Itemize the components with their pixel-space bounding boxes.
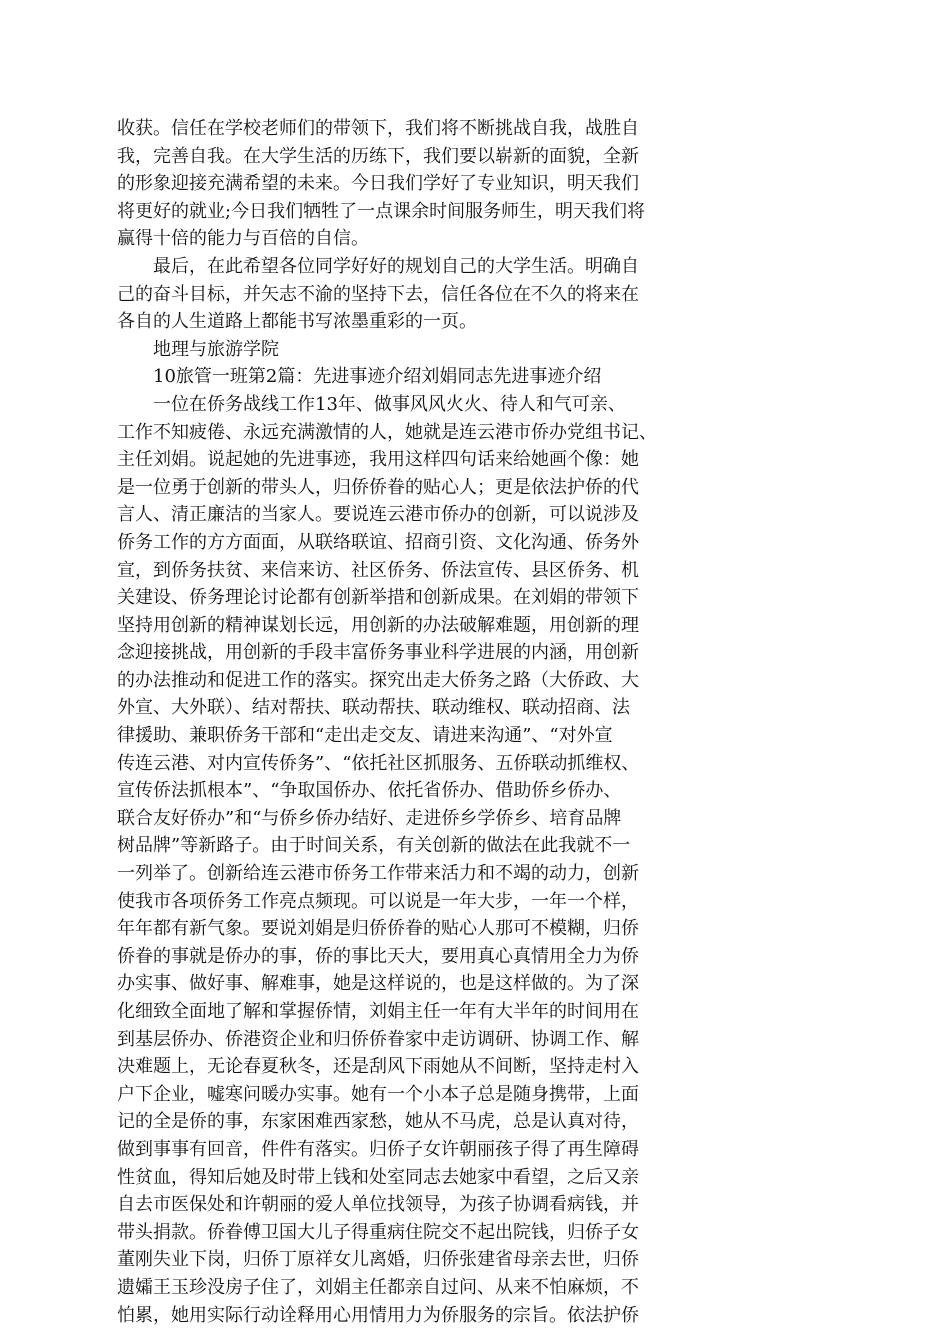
document-body (117, 115, 837, 1329)
text-line: 言人、清正廉洁的当家人。要说连云港市侨办的创新，可以说涉及 (117, 504, 639, 526)
text-line: 到基层侨办、侨港资企业和归侨侨眷家中走访调研、协调工作、解 (117, 1028, 639, 1050)
text-line: 宣，到侨务扶贫、来信来访、社区侨务、侨法宣传、县区侨务、机 (117, 559, 639, 581)
text-line: 律援助、兼职侨务干部和“走出走交友、请进来沟通”、“对外宣 (117, 725, 613, 747)
text-line: 的办法推动和促进工作的落实。探究出走大侨务之路（大侨政、大 (117, 669, 639, 691)
text-line: 自去市医保处和许朝丽的爱人单位找领导，为孩子协调看病钱，并 (117, 1194, 639, 1216)
text-line: 坚持用创新的精神谋划长远，用创新的办法破解难题，用创新的理 (117, 614, 639, 636)
text-line: 董刚失业下岗，归侨丁原祥女儿离婚，归侨张建省母亲去世，归侨 (117, 1249, 639, 1271)
text-line: 的形象迎接充满希望的未来。今日我们学好了专业知识，明天我们 (117, 173, 639, 195)
text-line: 我，完善自我。在大学生活的历练下，我们要以崭新的面貌，全新 (117, 145, 639, 167)
text-line: 化细致全面地了解和掌握侨情，刘娟主任一年有大半年的时间用在 (117, 1001, 639, 1022)
text-line: 联合友好侨办”和“与侨乡侨办结好、走进侨乡学侨乡、培育品牌 (117, 807, 622, 829)
text-line: 念迎接挑战，用创新的手段丰富侨务事业科学进展的内涵，用创新 (117, 642, 639, 664)
text-line: 收获。信任在学校老师们的带领下，我们将不断挑战自我，战胜自 (117, 118, 639, 139)
text-line: 外宣、大外联）、结对帮扶、联动帮扶、联动维权、联动招商、法 (117, 697, 630, 719)
text-line: 带头捐款。侨眷傅卫国大儿子得重病住院交不起出院钱，归侨子女 (117, 1221, 639, 1243)
text-line: 侨眷的事就是侨办的事，侨的事比天大，要用真心真情用全力为侨 (117, 945, 639, 967)
text-line: 侨务工作的方方面面，从联络联谊、招商引资、文化沟通、侨务外 (117, 531, 639, 553)
text-line: 户下企业，嘘寒问暖办实事。她有一个小本子总是随身携带，上面 (117, 1083, 639, 1105)
text-line: 将更好的就业;今日我们牺牲了一点课余时间服务师生，明天我们将 (117, 200, 646, 222)
text-line: 一位在侨务战线工作13年、做事风风火火、待人和气可亲、 (153, 393, 626, 415)
text-line: 10旅管一班第2篇：先进事迹介绍刘娟同志先进事迹介绍 (153, 366, 602, 388)
text-line: 遗孀王玉珍没房子住了，刘娟主任都亲自过问、从来不怕麻烦，不 (117, 1276, 639, 1298)
text-line: 怕累，她用实际行动诠释用心用情用力为侨服务的宗旨。依法护侨 (117, 1304, 639, 1326)
text-line: 传连云港、对内宣传侨务”、“依托社区抓服务、五侨联动抓维权、 (117, 752, 640, 774)
text-line: 树品牌”等新路子。由于时间关系，有关创新的做法在此我就不一 (117, 835, 631, 857)
text-line: 做到事事有回音，件件有落实。归侨子女许朝丽孩子得了再生障碍 (117, 1138, 639, 1160)
text-line: 宣传侨法抓根本”、“争取国侨办、依托省侨办、借助侨乡侨办、 (117, 780, 622, 802)
text-line: 最后，在此希望各位同学好好的规划自己的大学生活。明确自 (153, 255, 639, 277)
text-line: 一列举了。创新给连云港市侨务工作带来活力和不竭的动力，创新 (117, 863, 639, 885)
text-line: 己的奋斗目标，并矢志不渝的坚持下去，信任各位在不久的将来在 (117, 283, 639, 305)
text-line: 决难题上，无论春夏秋冬，还是刮风下雨她从不间断，坚持走村入 (117, 1056, 639, 1078)
text-line: 赢得十倍的能力与百倍的自信。 (117, 228, 369, 250)
text-line: 办实事、做好事、解难事，她是这样说的，也是这样做的。为了深 (117, 973, 639, 995)
text-line: 地理与旅游学院 (153, 338, 279, 360)
text-line: 工作不知疲倦、永远充满激情的人，她就是连云港市侨办党组书记、 (117, 421, 657, 443)
text-line: 年年都有新气象。要说刘娟是归侨侨眷的贴心人那可不模糊，归侨 (117, 918, 639, 940)
text-line: 是一位勇于创新的带头人，归侨侨眷的贴心人；更是依法护侨的代 (117, 476, 639, 498)
text-line: 主任刘娟。说起她的先进事迹，我用这样四句话来给她画个像：她 (117, 449, 639, 471)
text-line: 性贫血，得知后她及时带上钱和处室同志去她家中看望，之后又亲 (117, 1166, 639, 1188)
text-line: 各自的人生道路上都能书写浓墨重彩的一页。 (117, 311, 477, 333)
text-line: 关建设、侨务理论讨论都有创新举措和创新成果。在刘娟的带领下 (117, 587, 639, 609)
text-line: 记的全是侨的事，东家困难西家愁，她从不马虎，总是认真对待， (117, 1111, 639, 1133)
text-line: 使我市各项侨务工作亮点频现。可以说是一年大步，一年一个样， (117, 890, 639, 912)
